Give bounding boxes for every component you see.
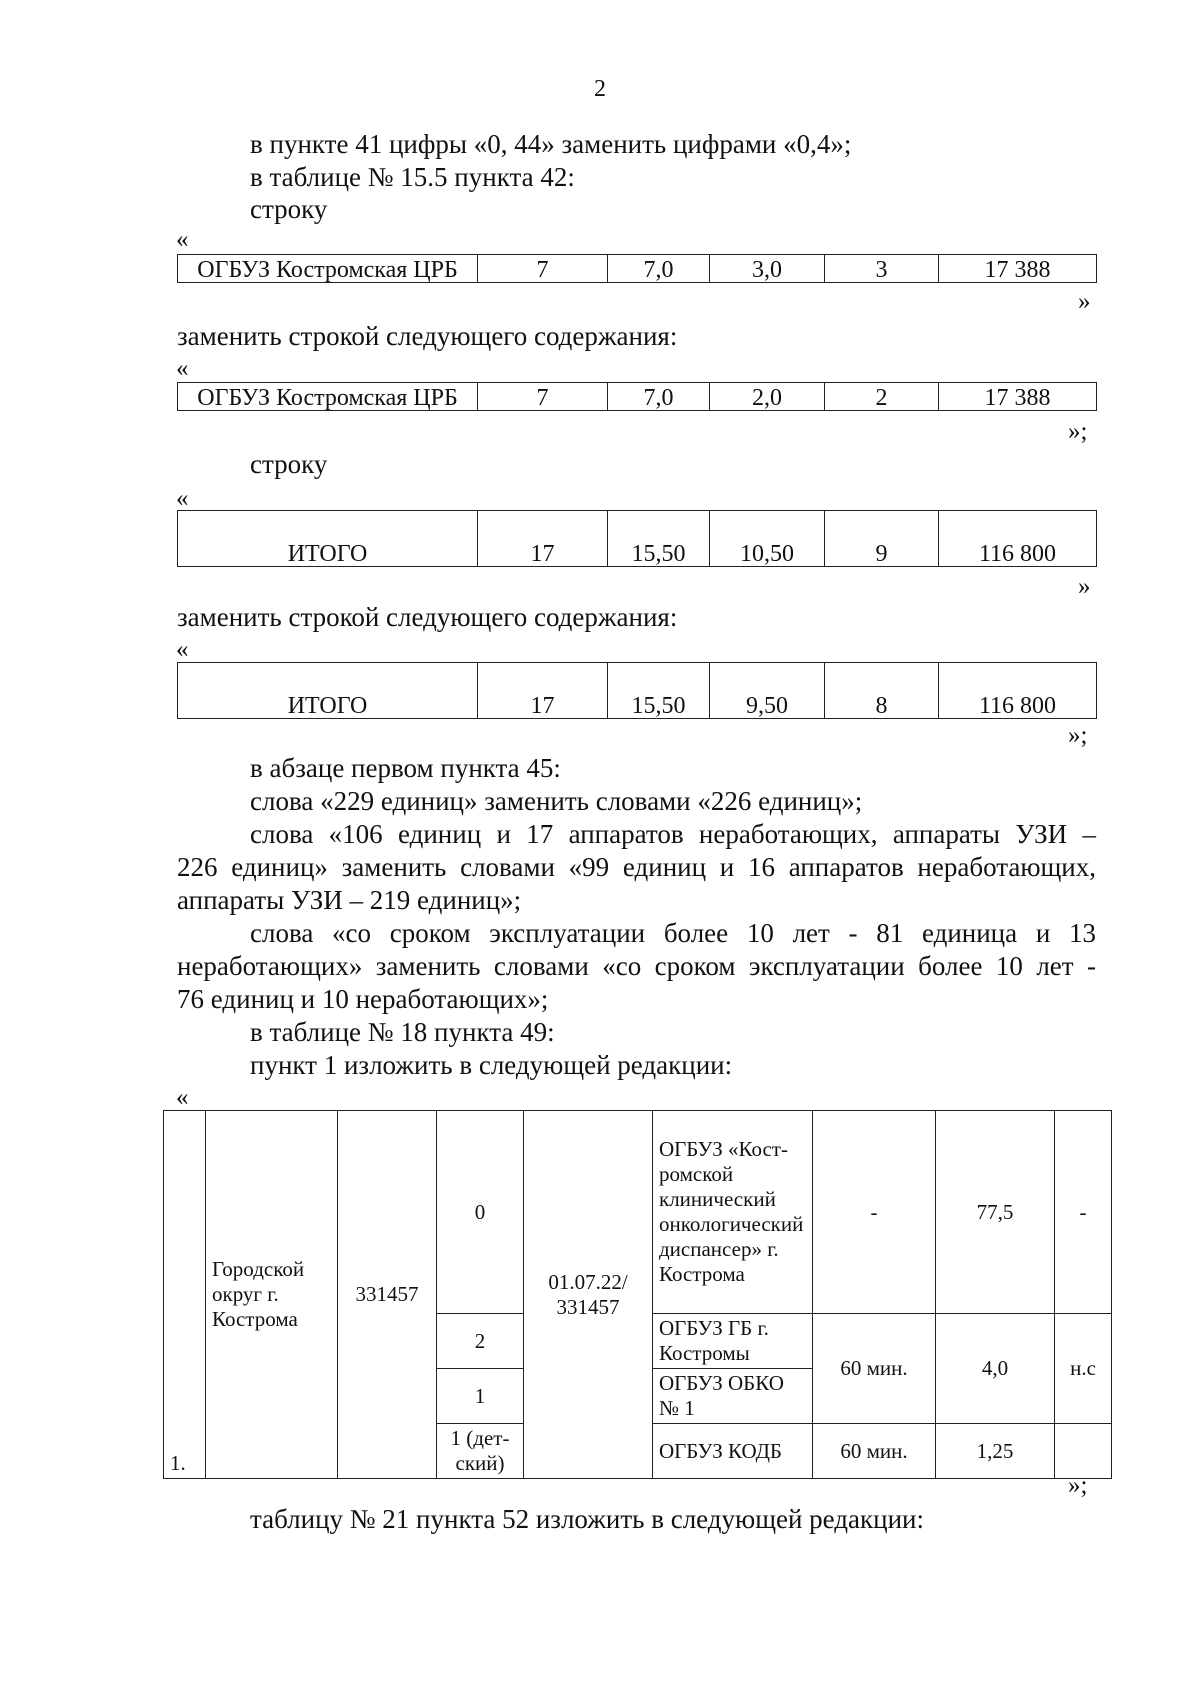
table-cell: 116 800 [939, 663, 1097, 719]
text-line: слова «106 единиц и 17 аппаратов неработающих, аппараты УЗИ – [250, 819, 1096, 849]
text-line: неработающих» заменить словами «со сроком эксплуатации более 10 лет - [177, 951, 1096, 981]
table-cell: 9,50 [710, 663, 825, 719]
open-quote: « [176, 226, 189, 253]
table-cell: 15,50 [608, 511, 710, 567]
table-cell-org: ОГБУЗ КОДБ [653, 1424, 813, 1479]
table-cell: 17 [478, 511, 608, 567]
table-cell-time: 60 мин. [813, 1314, 936, 1424]
table-cell: ОГБУЗ Костромская ЦРБ [178, 383, 478, 411]
table-cell: ИТОГО [178, 511, 478, 567]
close-quote: »; [1068, 1472, 1088, 1499]
open-quote: « [176, 636, 189, 663]
text-line: в абзаце первом пункта 45: [250, 753, 561, 783]
text-line: заменить строкой следующего содержания: [177, 602, 678, 632]
close-quote: » [1078, 288, 1091, 315]
table-cell-count: 2 [437, 1314, 524, 1369]
text-line: в пункте 41 цифры «0, 44» заменить цифрами «0,4»; [250, 129, 852, 159]
text-line: 76 единиц и 10 неработающих»; [177, 984, 549, 1014]
table-cell-count: 0 [437, 1111, 524, 1314]
table-cell-org: ОГБУЗ ГБ г. Костромы [653, 1314, 813, 1369]
table-row-old-1 [177, 254, 1097, 283]
table-cell-org: ОГБУЗ «Костромской клинический онкологический диспансер» г. Кострома [653, 1111, 813, 1314]
table-cell-org: ОГБУЗ ОБКО № 1 [653, 1369, 813, 1424]
open-quote: « [176, 1084, 189, 1111]
text-line: аппараты УЗИ – 219 единиц»; [177, 885, 522, 915]
open-quote: « [176, 355, 189, 382]
text-line: таблицу № 21 пункта 52 изложить в следующей редакции: [250, 1504, 924, 1534]
table-cell-note: н.с [1055, 1314, 1112, 1424]
table-cell-dist: 77,5 [936, 1111, 1055, 1314]
table-cell-dist: 1,25 [936, 1424, 1055, 1479]
table-row-new-2 [177, 662, 1097, 719]
table-18-item-1 [163, 1110, 1112, 1479]
text-line: заменить строкой следующего содержания: [177, 321, 678, 351]
text-line: в таблице № 18 пункта 49: [250, 1017, 555, 1047]
table-cell: ИТОГО [178, 663, 478, 719]
table-cell-district: Городской округ г. Кострома [206, 1111, 338, 1479]
table-cell: 2 [825, 383, 939, 411]
table-cell: 17 388 [939, 255, 1097, 283]
text-line: пункт 1 изложить в следующей редакции: [250, 1050, 733, 1080]
table-row-new-1 [177, 382, 1097, 411]
text-line: строку [250, 449, 328, 479]
table-cell: 116 800 [939, 511, 1097, 567]
text-line: слова «со сроком эксплуатации более 10 лет - 81 единица и 13 [250, 918, 1096, 948]
text-line: строку [250, 194, 328, 224]
table-cell: ОГБУЗ Костромская ЦРБ [178, 255, 478, 283]
table-cell: 3,0 [710, 255, 825, 283]
page-number: 2 [594, 76, 606, 102]
table-cell: 15,50 [608, 663, 710, 719]
table-cell-date-code: 01.07.22/ 331457 [524, 1111, 653, 1479]
table-cell-count: 1 [437, 1369, 524, 1424]
table-cell-note: - [1055, 1111, 1112, 1314]
text-line: слова «229 единиц» заменить словами «226 единиц»; [250, 786, 863, 816]
table-cell: 17 [478, 663, 608, 719]
table-cell-code: 331457 [338, 1111, 437, 1479]
close-quote: »; [1068, 722, 1088, 749]
table-cell: 7 [478, 255, 608, 283]
table-cell-time: - [813, 1111, 936, 1314]
table-cell: 2,0 [710, 383, 825, 411]
table-cell: 8 [825, 663, 939, 719]
close-quote: » [1078, 573, 1091, 600]
table-cell-note [1055, 1424, 1112, 1479]
table-cell: 17 388 [939, 383, 1097, 411]
close-quote: »; [1068, 418, 1088, 445]
table-cell: 3 [825, 255, 939, 283]
table-cell-time: 60 мин. [813, 1424, 936, 1479]
table-cell: 9 [825, 511, 939, 567]
table-cell: 7 [478, 383, 608, 411]
table-cell-dist: 4,0 [936, 1314, 1055, 1424]
table-row-old-2 [177, 510, 1097, 567]
text-line: 226 единиц» заменить словами «99 единиц и 16 аппаратов неработающих, [177, 852, 1096, 882]
table-cell: 10,50 [710, 511, 825, 567]
table-cell-num: 1. [164, 1111, 206, 1479]
open-quote: « [176, 485, 189, 512]
table-cell: 7,0 [608, 383, 710, 411]
table-cell-count: 1 (детский) [437, 1424, 524, 1479]
table-cell: 7,0 [608, 255, 710, 283]
text-line: в таблице № 15.5 пункта 42: [250, 162, 575, 192]
